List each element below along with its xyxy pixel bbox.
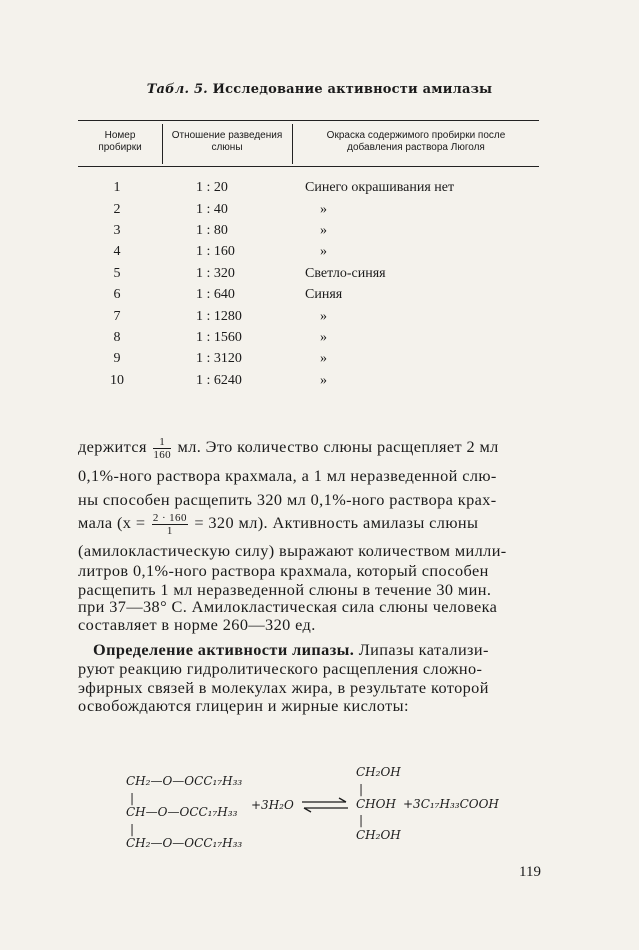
header-color: Окраска содержимого пробирки после добавления раствора Люголя (326, 130, 506, 153)
cell-ratio: 1 : 1560 (196, 330, 242, 345)
fraction-denominator: 160 (153, 449, 172, 461)
header-number: Номер пробирки (98, 130, 142, 153)
text-fragment: держится (78, 437, 147, 457)
text-line: при 37—38° С. Амилокластическая сила слюны человека (78, 597, 498, 616)
col-divider-2 (292, 124, 293, 164)
text-line (78, 436, 540, 461)
cell-number: 6 (113, 287, 121, 302)
text-line: составляет в норме 260—320 ед. (78, 615, 316, 634)
cell-number: 3 (113, 223, 121, 238)
cell-result: » (320, 244, 327, 259)
table-top-rule (78, 120, 539, 121)
cell-number: 2 (113, 202, 121, 217)
page-number: 119 (519, 864, 541, 880)
fraction-denominator: 1 (166, 525, 173, 537)
cell-result: » (320, 351, 327, 366)
header-ratio: Отношение разведения слюны (171, 130, 283, 153)
bond-vertical: | (359, 782, 364, 796)
cell-number: 9 (113, 351, 121, 366)
fatty-acid-term: +3C₁₇H₃₃COOH (403, 797, 499, 811)
text-fragment: мала (x = (78, 513, 146, 533)
reactant-line-3: CH₂—O—OCC₁₇H₃₃ (126, 836, 243, 850)
text-line: ны способен расщепить 320 мл 0,1%-ного раствора крах- (78, 490, 497, 509)
cell-result: » (320, 202, 327, 217)
col-divider-1 (162, 124, 163, 164)
text-line: литров 0,1%-ного раствора крахмала, который способен (78, 561, 489, 580)
cell-result: » (320, 223, 327, 238)
text-line: 0,1%-ного раствора крахмала, а 1 мл неразведенной слю- (78, 466, 497, 485)
product-line-3: CH₂OH (356, 828, 401, 842)
cell-ratio: 1 : 3120 (196, 351, 242, 366)
cell-ratio: 1 : 640 (196, 287, 235, 302)
cell-result: Синего окрашивания нет (305, 180, 455, 195)
cell-ratio: 1 : 160 (196, 244, 235, 259)
text-fragment: Липазы катализи- (358, 640, 489, 659)
text-line (78, 640, 540, 660)
cell-number: 7 (113, 309, 121, 324)
product-line-1: CH₂OH (356, 765, 401, 779)
cell-ratio: 1 : 40 (196, 202, 228, 217)
cell-ratio: 1 : 320 (196, 266, 235, 281)
text-fragment: мл. Это количество слюны расщепляет 2 мл (177, 437, 499, 457)
cell-number: 8 (113, 330, 121, 345)
fraction-1-160 (153, 436, 171, 461)
table-caption (0, 82, 639, 97)
bond-vertical: | (130, 822, 135, 836)
bond-vertical: | (359, 813, 364, 827)
text-line: расщепить 1 мл неразведенной слюны в течение 30 мин. (78, 580, 492, 599)
bond-vertical: | (130, 791, 135, 805)
cell-result: » (320, 330, 327, 345)
cell-ratio: 1 : 80 (196, 223, 228, 238)
text-line: (амилокластическую силу) выражают количеством милли- (78, 541, 507, 560)
text-line: руют реакцию гидролитического расщепления сложно- (78, 659, 483, 678)
cell-number: 4 (113, 244, 121, 259)
cell-ratio: 1 : 6240 (196, 373, 242, 388)
reactant-line-1: CH₂—O—OCC₁₇H₃₃ (126, 774, 243, 788)
table-label: Табл. 5. (146, 82, 208, 97)
text-line: освобождаются глицерин и жирные кислоты: (78, 696, 409, 715)
cell-ratio: 1 : 20 (196, 180, 228, 195)
fraction-numerator: 2 · 160 (152, 512, 187, 524)
cell-ratio: 1 : 1280 (196, 309, 242, 324)
equilibrium-arrow-icon (300, 797, 350, 813)
cell-result: Синяя (305, 287, 343, 302)
cell-result: Светло-синяя (305, 266, 386, 281)
cell-result: » (320, 309, 327, 324)
cell-number: 1 (113, 180, 121, 195)
cell-number: 5 (113, 266, 121, 281)
reactant-line-2: CH—O—OCC₁₇H₃₃ (126, 805, 238, 819)
cell-number: 10 (110, 373, 124, 388)
cell-result: » (320, 373, 327, 388)
text-fragment: = 320 мл). Активность амилазы слюны (194, 513, 479, 533)
water-term: +3H₂O (251, 798, 294, 812)
text-line: эфирных связей в молекулах жира, в результате которой (78, 678, 489, 697)
section-heading: Определение активности липазы. (93, 640, 355, 659)
text-line (78, 512, 540, 537)
product-line-2: CHOH (356, 797, 396, 811)
table-title: Исследование активности амилазы (212, 82, 493, 97)
table-header-rule (78, 166, 539, 167)
fraction-numerator: 1 (153, 436, 171, 449)
fraction-formula (152, 512, 188, 537)
